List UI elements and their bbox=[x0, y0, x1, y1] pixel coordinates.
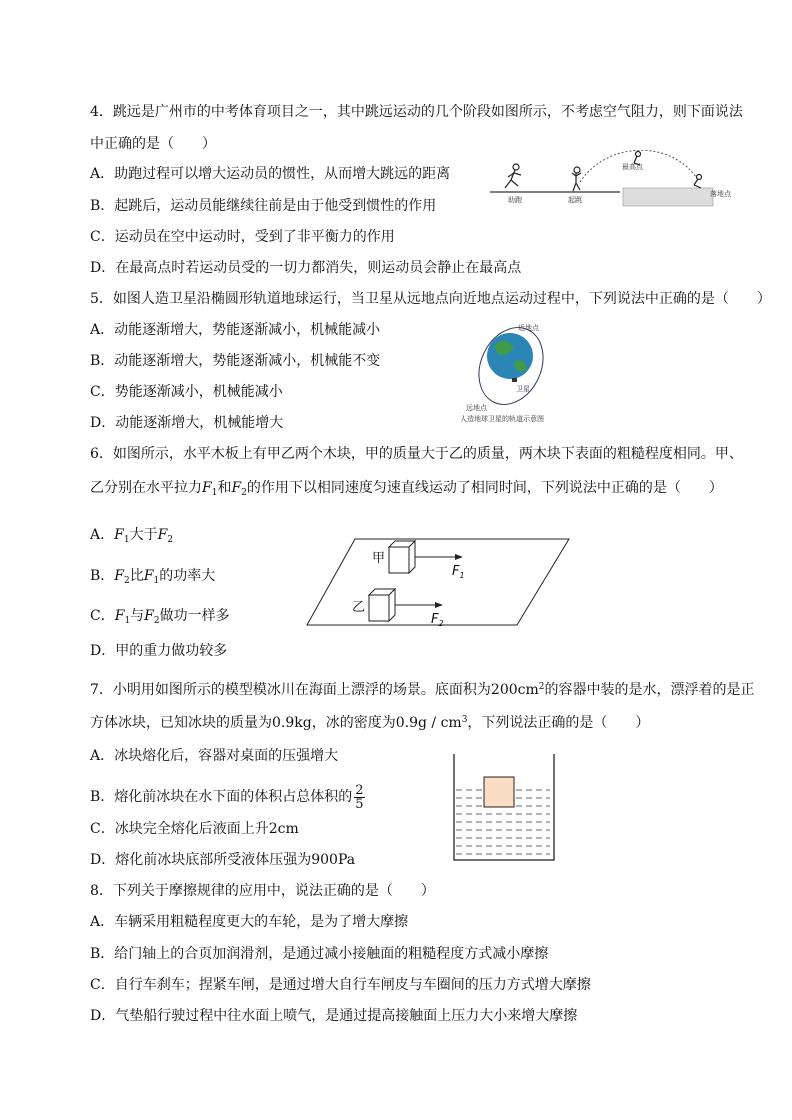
q4-stem-line1: 4．跳远是广州市的中考体育项目之一，其中跳远运动的几个阶段如图所示，不考虑空气阻力，则下面说法 bbox=[90, 104, 743, 120]
q4-option-d: D．在最高点时若运动员受的一切力都消失，则运动员会静止在最高点 bbox=[90, 260, 522, 276]
figure-caption: 人造地球卫星的轨道示意图 bbox=[460, 415, 544, 423]
label-yi: 乙 bbox=[352, 600, 366, 615]
label-jump: 起跳 bbox=[568, 196, 582, 204]
fraction-two-fifths: $\frac{2}{5}$ bbox=[355, 782, 364, 812]
label-f2: $F_2$ bbox=[431, 612, 444, 628]
block-jia bbox=[389, 541, 415, 573]
q7-stem-line1: 7．小明用如图所示的模型模冰川在海面上漂浮的场景。底面积为$200cm^2$的容器中装的是水，漂浮着的是正 bbox=[90, 682, 755, 698]
q7-option-d: D．熔化前冰块底部所受液体压强为900Pa bbox=[90, 852, 356, 868]
q5-option-b: B．动能逐渐增大，势能逐渐减小，机械能不变 bbox=[90, 353, 381, 369]
q5-option-a: A．动能逐渐增大，势能逐渐减小，机械能减小 bbox=[90, 322, 381, 338]
landing-icon bbox=[694, 175, 702, 189]
label-satellite: 卫星 bbox=[516, 385, 530, 393]
q6-option-a: A．$F_1$大于$F_2$ bbox=[90, 527, 174, 545]
label-f1: $F_1$ bbox=[452, 564, 465, 580]
q8-option-a: A．车辆采用粗糙程度更大的车轮，是为了增大摩擦 bbox=[90, 914, 409, 930]
q4-option-a: A．助跑过程可以增大运动员的惯性，从而增大跳远的距离 bbox=[90, 166, 451, 182]
q5-option-d: D．动能逐渐增大，机械能增大 bbox=[90, 415, 284, 431]
label-land: 落地点 bbox=[710, 190, 731, 198]
q8-option-b: B．给门轴上的合页加润滑剂，是通过减小接触面的粗糙程度方式减小摩擦 bbox=[90, 946, 549, 962]
q6-option-c: C．$F_1$与$F_2$做功一样多 bbox=[90, 608, 230, 626]
q7-stem-line2: 方体冰块，已知冰块的质量为0.9kg，冰的密度为$0.9g / cm^3$，下列说法正确的是（ ） bbox=[90, 715, 650, 731]
label-perigee: 近地点 bbox=[518, 324, 539, 332]
q8-option-d: D．气垫船行驶过程中往水面上喷气，是通过提高接触面上压力大小来增大摩擦 bbox=[90, 1008, 578, 1024]
label-top: 最高点 bbox=[622, 163, 643, 171]
q7-option-a: A．冰块熔化后，容器对桌面的压强增大 bbox=[90, 748, 339, 764]
runner-icon bbox=[505, 164, 521, 188]
q6-option-b: B．$F_2$比$F_1$的功率大 bbox=[90, 568, 216, 586]
block-yi bbox=[369, 589, 395, 621]
jumper-icon bbox=[572, 167, 581, 191]
satellite-orbit-figure bbox=[456, 318, 586, 430]
label-apogee: 远地点 bbox=[466, 404, 487, 412]
q6-stem-line1: 6．如图所示，水平木板上有甲乙两个木块，甲的质量大于乙的质量，两木块下表面的粗糙程度相同。甲、 bbox=[90, 446, 743, 462]
label-jia: 甲 bbox=[372, 551, 386, 566]
satellite-icon bbox=[512, 378, 517, 382]
q4-option-c: C．运动员在空中运动时，受到了非平衡力的作用 bbox=[90, 229, 395, 245]
q7-option-b: B．熔化前冰块在水下面的体积占总体积的 $\frac{2}{5}$ bbox=[90, 782, 364, 812]
q4-option-b: B．起跳后，运动员能继续往前是由于他受到惯性的作用 bbox=[90, 198, 437, 214]
q4-stem-line2: 中正确的是（ ） bbox=[90, 136, 216, 152]
q8-option-c: C．自行车刹车；捏紧车闸，是通过增大自行车闸皮与车圈间的压力方式增大摩擦 bbox=[90, 977, 591, 993]
q8-stem: 8．下列关于摩擦规律的应用中，说法正确的是（ ） bbox=[90, 883, 435, 899]
q7-option-c: C．冰块完全熔化后液面上升2cm bbox=[90, 821, 299, 837]
ice-container-figure bbox=[450, 752, 558, 864]
q6-option-d: D．甲的重力做功较多 bbox=[90, 643, 228, 659]
q5-option-c: C．势能逐渐减小，机械能减小 bbox=[90, 384, 283, 400]
q5-stem: 5．如图人造卫星沿椭圆形轨道地球运行，当卫星从远地点向近地点运动过程中，下列说法中正确的是（ ） bbox=[90, 291, 771, 307]
label-run: 助跑 bbox=[508, 196, 522, 204]
long-jump-figure bbox=[488, 150, 748, 212]
blocks-on-board-figure bbox=[305, 535, 575, 630]
earth-icon bbox=[487, 333, 533, 379]
q6-stem-line2: 乙分别在水平拉力$F_1$和$F_2$的作用下以相同速度匀速直线运动了相同时间，下列说法中正确的是（ ） bbox=[90, 480, 723, 498]
